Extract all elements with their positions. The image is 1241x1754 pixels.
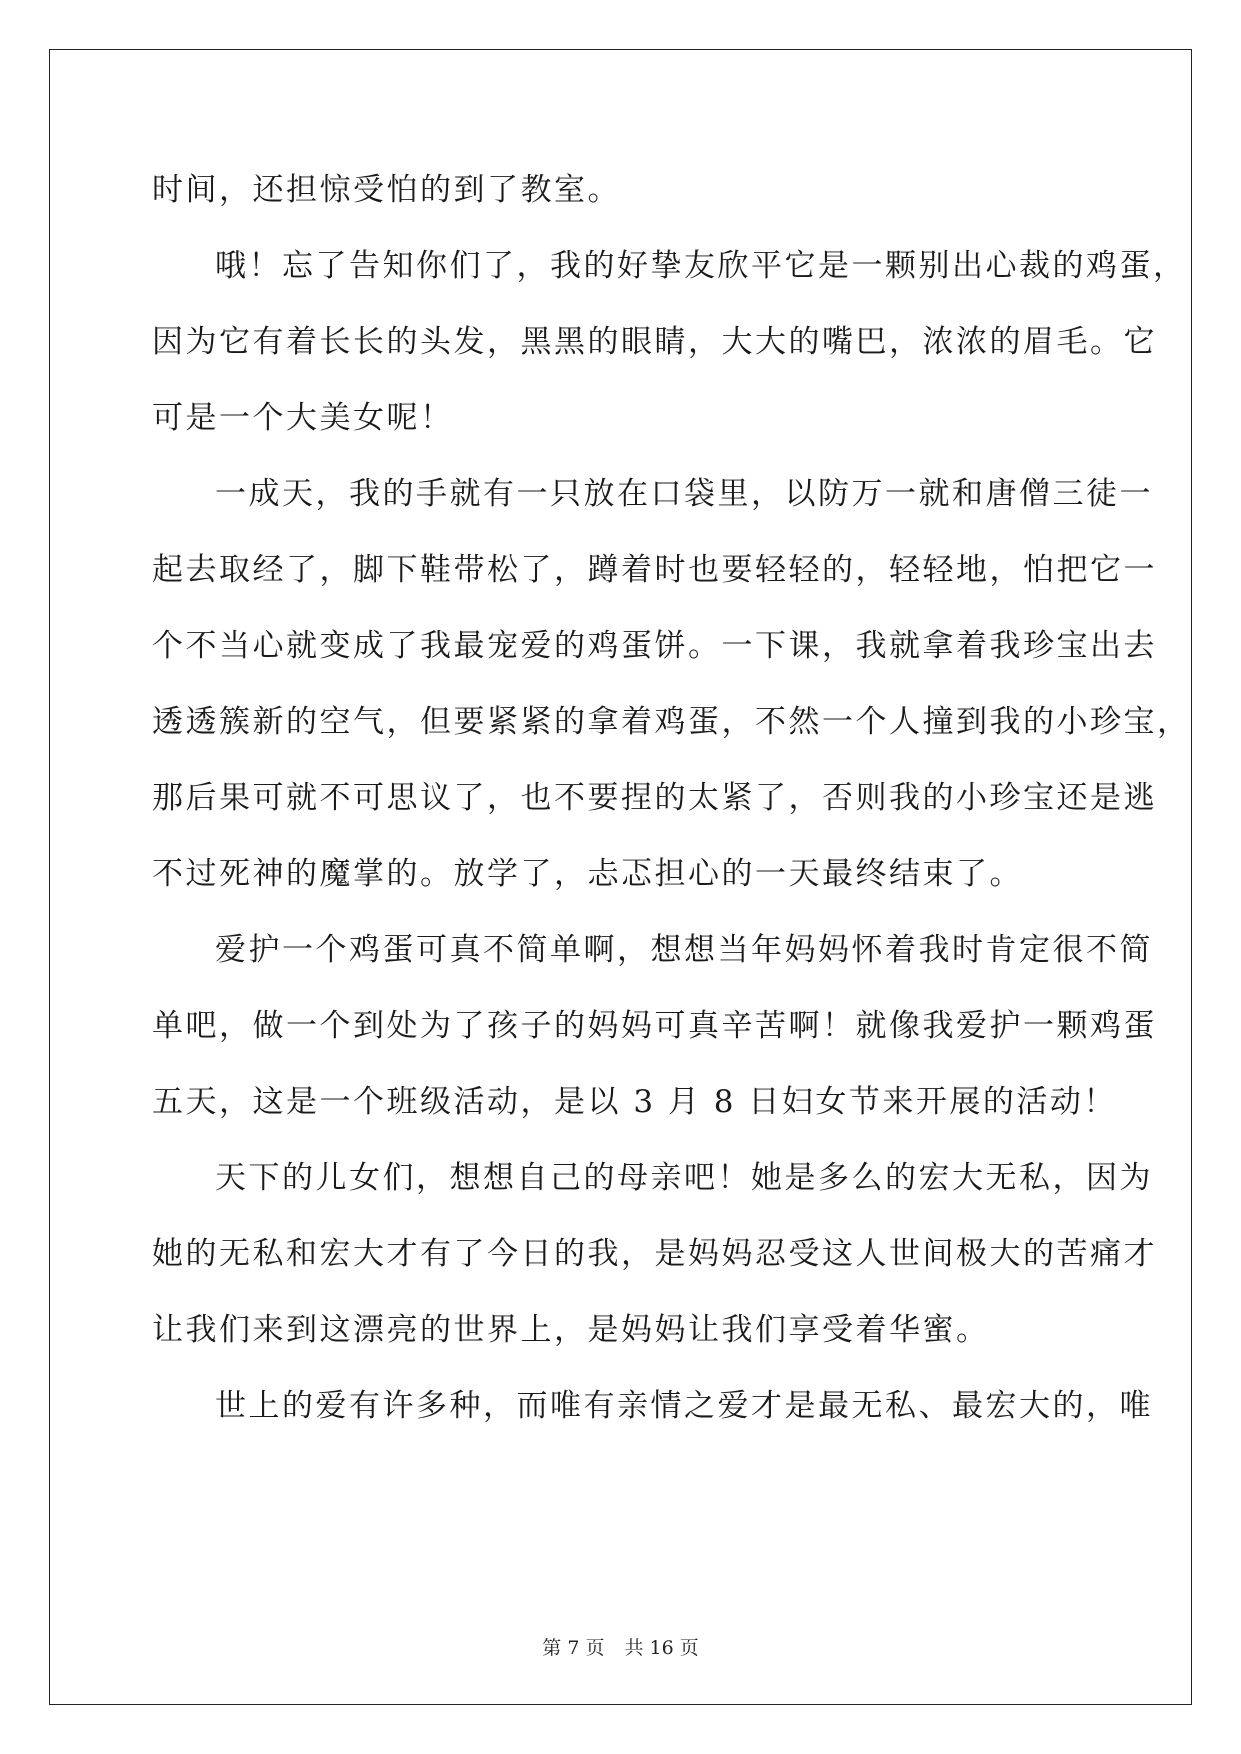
text-line-9: 那后果可就不可思议了，也不要捏的太紧了，否则我的小珍宝还是逃: [152, 780, 1157, 816]
text-line-16: 让我们来到这漂亮的世界上，是妈妈让我们享受着华蜜。: [152, 1312, 990, 1348]
text-line-11: 爱护一个鸡蛋可真不简单啊，想想当年妈妈怀着我时肯定很不简: [215, 932, 1153, 968]
text-line-1: 时间，还担惊受怕的到了教室。: [152, 172, 621, 208]
page-total: 共 16 页: [624, 1637, 699, 1659]
text-line-4: 可是一个大美女呢！: [152, 400, 454, 436]
text-line-2: 哦！忘了告知你们了，我的好挚友欣平它是一颗别出心裁的鸡蛋，: [215, 248, 1187, 284]
text-line-15: 她的无私和宏大才有了今日的我，是妈妈忍受这人世间极大的苦痛才: [152, 1236, 1157, 1272]
text-line-12: 单吧，做一个到处为了孩子的妈妈可真辛苦啊！就像我爱护一颗鸡蛋: [152, 1008, 1157, 1044]
text-line-14: 天下的儿女们，想想自己的母亲吧！她是多么的宏大无私，因为: [215, 1160, 1153, 1196]
document-body: [152, 162, 1191, 1454]
text-line-17: 世上的爱有许多种，而唯有亲情之爱才是最无私、最宏大的，唯: [215, 1388, 1153, 1424]
text-line-3: 因为它有着长长的头发，黑黑的眼睛，大大的嘴巴，浓浓的眉毛。它: [152, 324, 1157, 360]
text-line-5: 一成天，我的手就有一只放在口袋里，以防万一就和唐僧三徒一: [215, 476, 1153, 512]
text-line-7: 个不当心就变成了我最宠爱的鸡蛋饼。一下课，我就拿着我珍宝出去: [152, 628, 1157, 664]
page-footer: [0, 1633, 1241, 1660]
page-number: 第 7 页: [542, 1637, 605, 1659]
text-line-10: 不过死神的魔掌的。放学了，忐忑担心的一天最终结束了。: [152, 856, 1023, 892]
text-line-8: 透透簇新的空气，但要紧紧的拿着鸡蛋，不然一个人撞到我的小珍宝，: [152, 704, 1191, 740]
text-line-13: 五天，这是一个班级活动，是以 3 月 8 日妇女节来开展的活动！: [152, 1084, 1117, 1120]
text-line-6: 起去取经了，脚下鞋带松了，蹲着时也要轻轻的，轻轻地，怕把它一: [152, 552, 1157, 588]
